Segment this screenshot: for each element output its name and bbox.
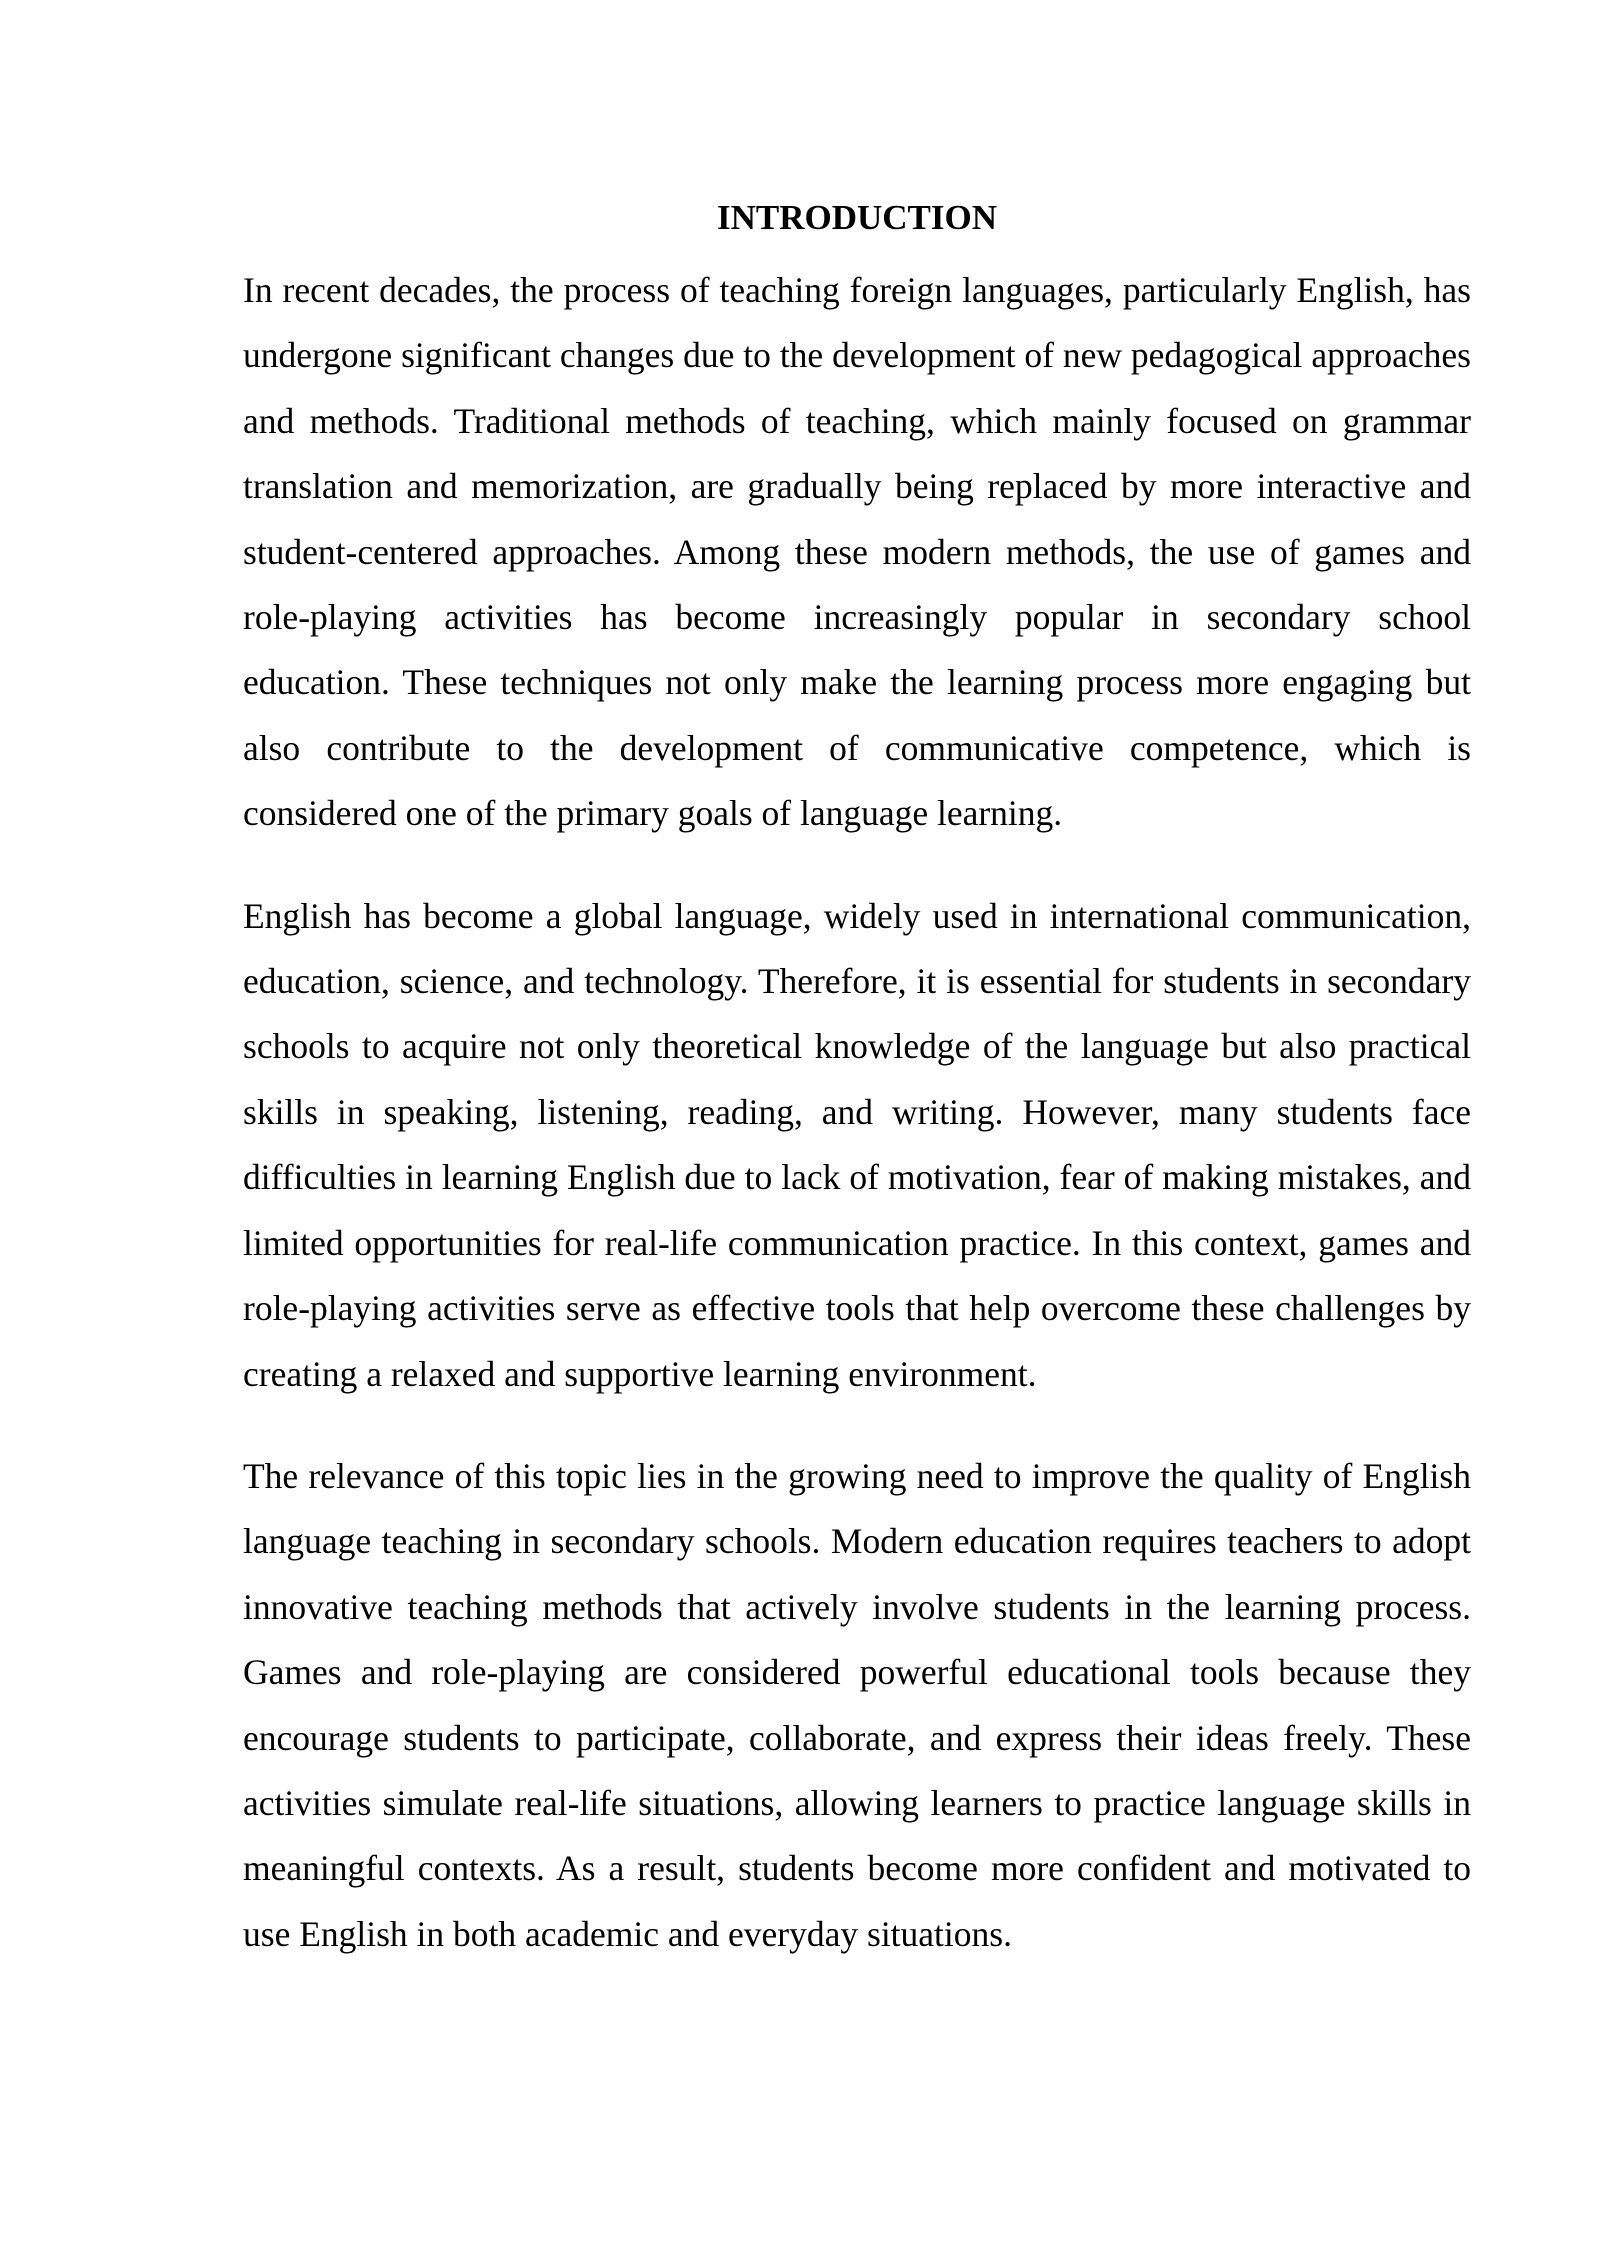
page-body (243, 192, 1471, 1967)
paragraph-1: In recent decades, the process of teaching foreign languages, particularly English, has undergone significant changes due to the development of new pedagogical approaches and methods. Traditional methods of teaching, which mainly focused on grammar translation and memorization, are gradually being replaced by more interactive and student-centered approaches. Among these modern methods, the use of games and role-playing activities has become increasingly popular in secondary school education. These techniques not only make the learning process more engaging but also contribute to the development of communicative competence, which is considered one of the primary goals of language learning. (243, 270, 1471, 834)
section-heading: INTRODUCTION (716, 198, 998, 237)
paragraph-3: The relevance of this topic lies in the growing need to improve the quality of English language teaching in secondary schools. Modern education requires teachers to adopt innovative teaching methods that actively involve students in the learning process. Games and role-playing are considered powerful educational tools because they encourage students to participate, collaborate, and express their ideas freely. These activities simulate real-life situations, allowing learners to practice language skills in meaningful contexts. As a result, students become more confident and motivated to use English in both academic and everyday situations. (243, 1455, 1471, 1954)
paragraph-2: English has become a global language, widely used in international communication, education, science, and technology. Therefore, it is essential for students in secondary schools to acquire not only theoretical knowledge of the language but also practical skills in speaking, listening, reading, and writing. However, many students face difficulties in learning English due to lack of motivation, fear of making mistakes, and limited opportunities for real-life communication practice. In this context, games and role-playing activities serve as effective tools that help overcome these challenges by creating a relaxed and supportive learning environment. (243, 895, 1471, 1394)
